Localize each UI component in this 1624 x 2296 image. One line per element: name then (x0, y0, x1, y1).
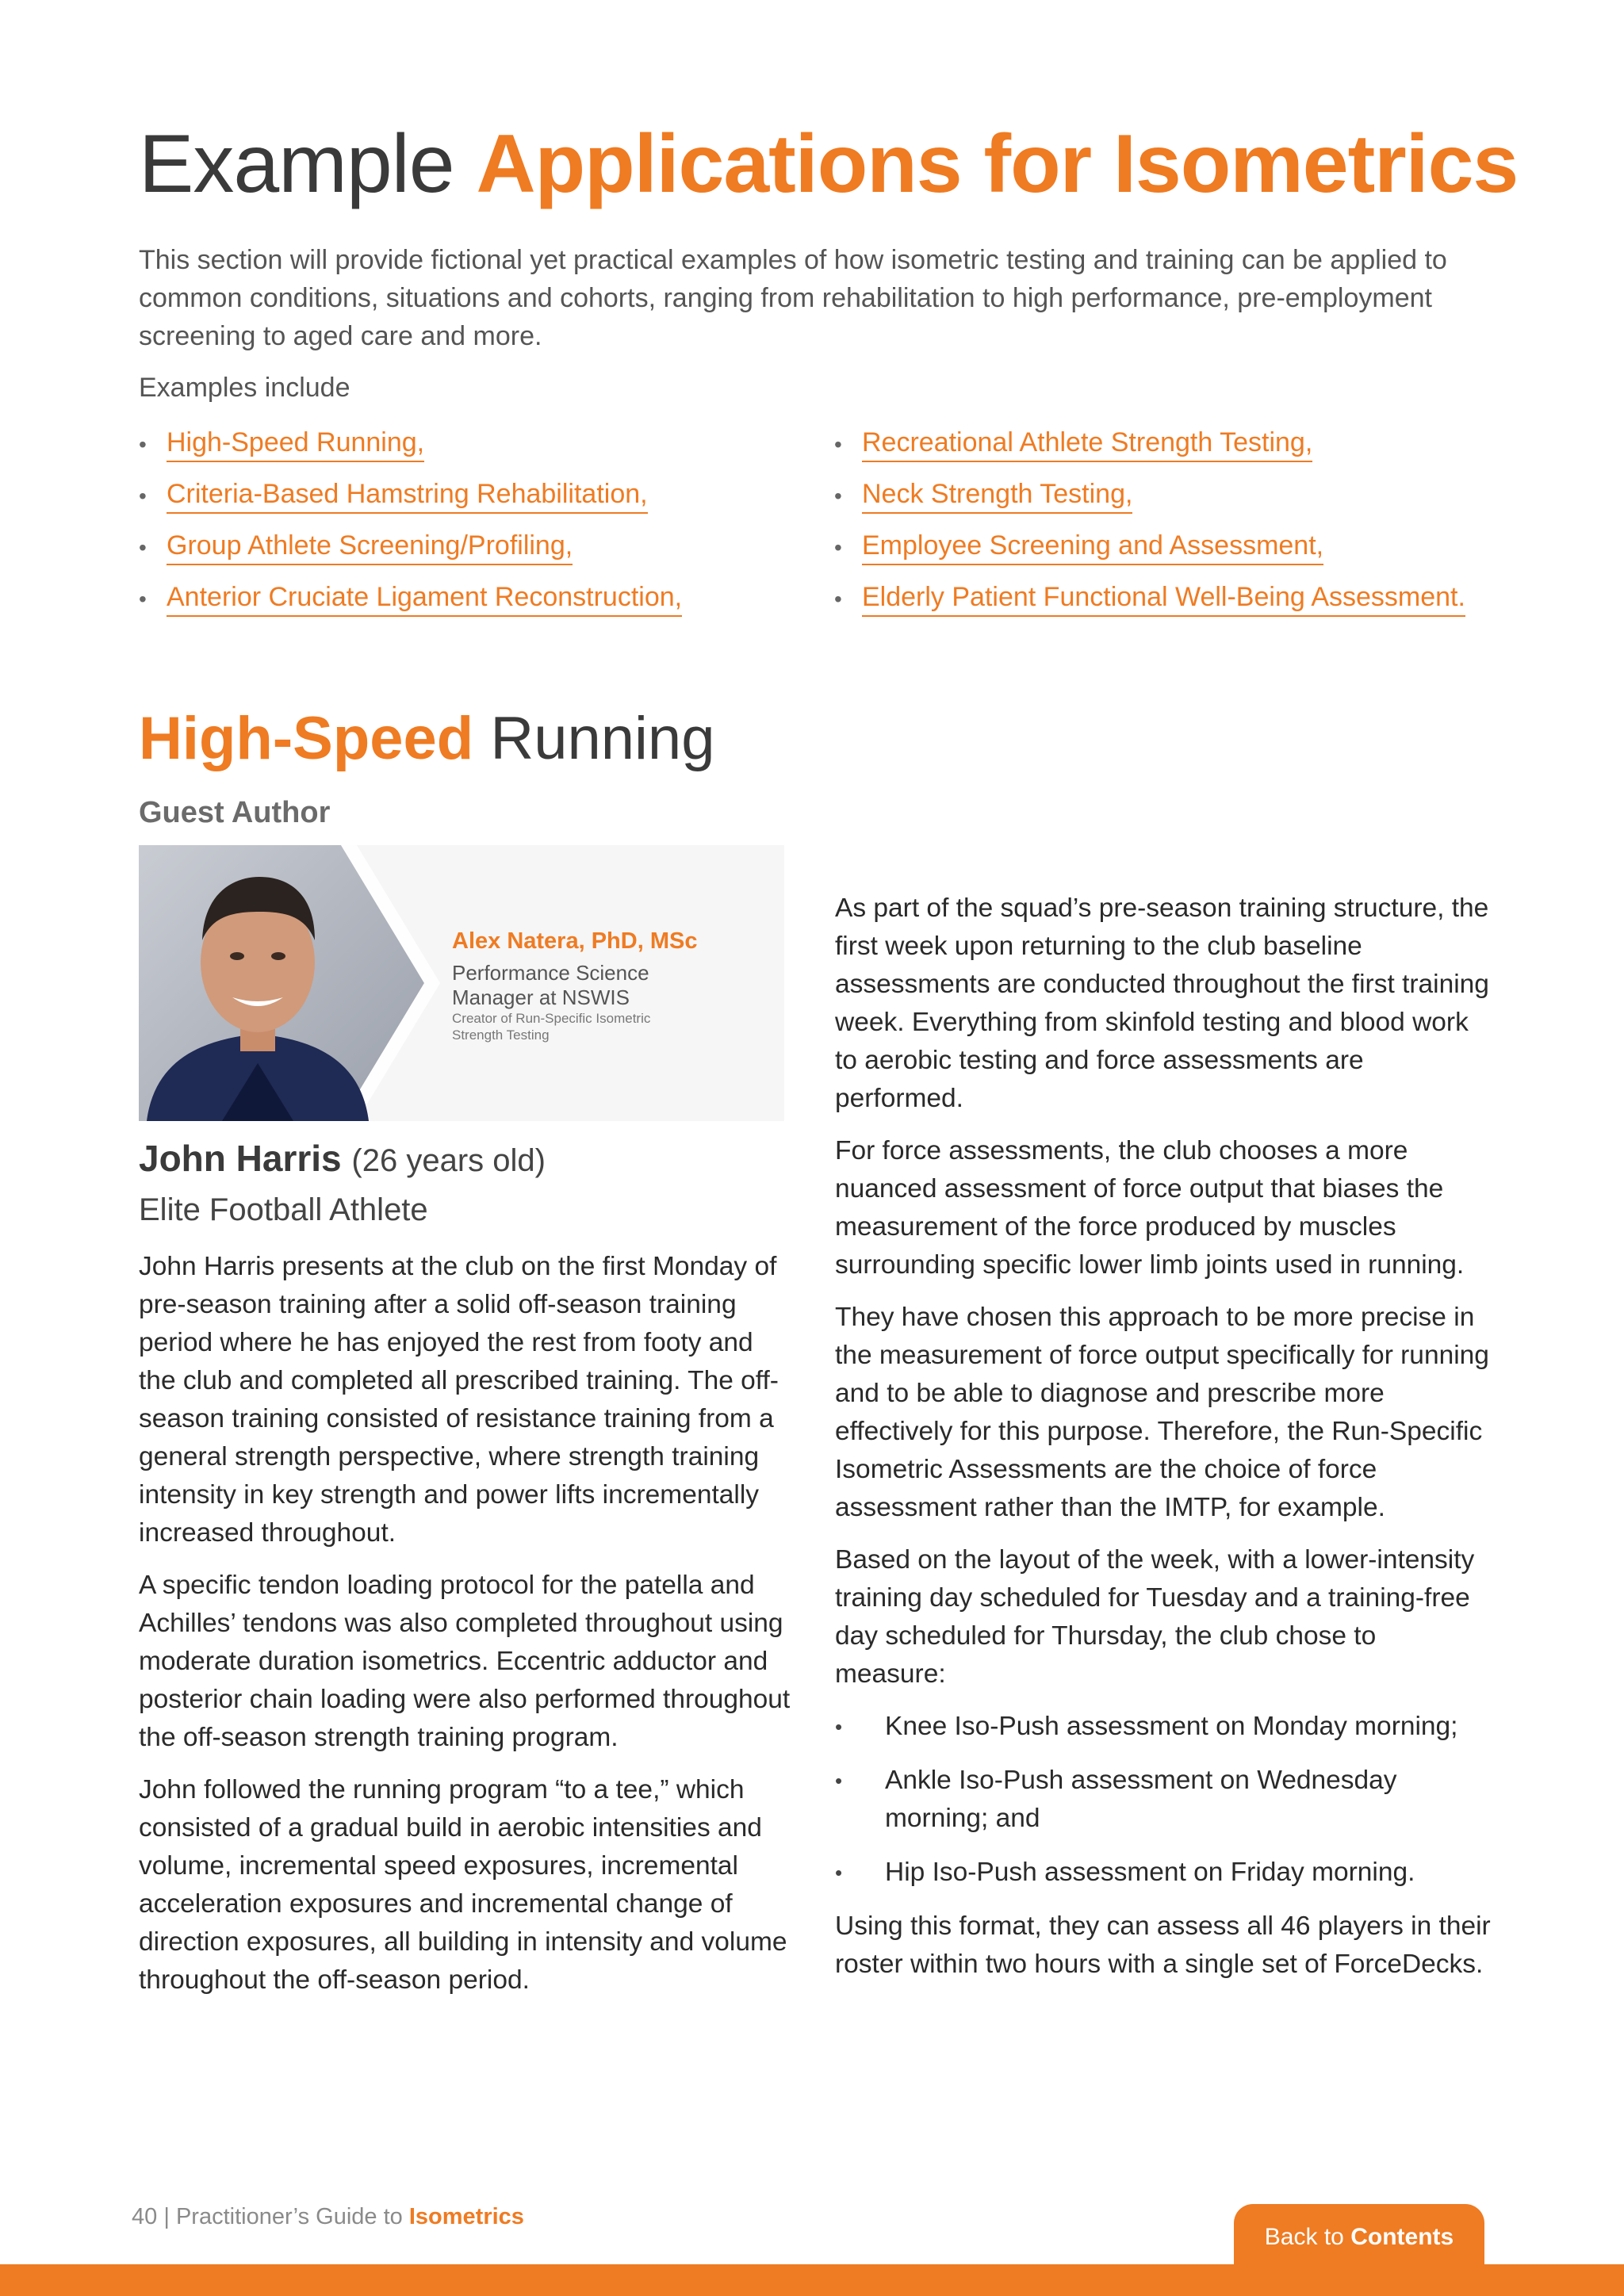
list-item (139, 476, 789, 528)
examples-label: Examples include (139, 373, 350, 403)
list-item (835, 1762, 1493, 1838)
assessment-item: Knee Iso-Push assessment on Monday morning; (885, 1712, 1458, 1741)
left-column (139, 1248, 797, 2014)
example-link-elderly-patient[interactable]: Elderly Patient Functional Well-Being Assessment. (862, 580, 1465, 617)
bullet-icon: • (835, 1715, 843, 1739)
guide-title-highlight: Isometrics (408, 2204, 524, 2229)
example-link-hamstring-rehabilitation[interactable]: Criteria-Based Hamstring Rehabilitation, (167, 476, 648, 514)
section-title (139, 706, 714, 772)
body-paragraph: Based on the layout of the week, with a lower-intensity training day scheduled for Tuesday and a training-free day scheduled for Thursday, the club chose to measure: (835, 1545, 1475, 1689)
right-column (835, 890, 1493, 1998)
list-item (834, 425, 1548, 476)
list-item (139, 425, 789, 476)
footer-bar (0, 2264, 1624, 2296)
assessment-item: Ankle Iso-Push assessment on Wednesday morning; and (885, 1766, 1397, 1833)
section-title-light: Running (490, 705, 715, 772)
footer-separator: | (163, 2204, 170, 2229)
example-link-acl-reconstruction[interactable]: Anterior Cruciate Ligament Reconstruction, (167, 580, 682, 617)
bullet-icon: • (139, 484, 147, 508)
author-name: Alex Natera, PhD, MSc (452, 928, 698, 954)
patient-role: Elite Football Athlete (139, 1192, 428, 1227)
assessment-list (835, 1708, 1493, 1892)
section-title-highlight: High-Speed (139, 705, 474, 772)
page-number: 40 (132, 2204, 158, 2229)
examples-list-right (834, 425, 1548, 631)
bullet-icon: • (835, 1861, 843, 1885)
list-item (834, 476, 1548, 528)
author-role: Performance Science Manager at NSWIS (452, 961, 649, 1009)
bullet-icon: • (834, 484, 842, 508)
guest-author-label: Guest Author (139, 796, 331, 829)
patient-age: (26 years old) (351, 1143, 546, 1178)
page-title-highlight: Applications for Isometrics (476, 118, 1519, 210)
bullet-icon: • (835, 1769, 843, 1793)
bullet-icon: • (139, 587, 147, 611)
author-card (139, 845, 784, 1121)
body-paragraph: A specific tendon loading protocol for the patella and Achilles’ tendons was also completed throughout using moderate duration isometrics. Eccentric adductor and posterior chain loading were also performed throughout the off-season strength training program. (139, 1571, 791, 1752)
bullet-icon: • (139, 432, 147, 457)
author-creator: Creator of Run-Specific Isometric Strength Testing (452, 1011, 651, 1043)
patient-name: John Harris (139, 1138, 342, 1179)
body-paragraph: John Harris presents at the club on the first Monday of pre-season training after a solid off-season training period where he has enjoyed the rest from footy and the club and completed all prescribed training. The off-season training consisted of resistance training from a general strength perspective, where strength training intensity in key strength and power lifts incrementally increased throughout. (139, 1252, 779, 1548)
example-link-employee-screening[interactable]: Employee Screening and Assessment, (862, 528, 1323, 565)
body-paragraph: For force assessments, the club chooses a more nuanced assessment of force output that biases the measurement of the force produced by muscles surrounding specific lower limb joints used in running. (835, 1136, 1465, 1280)
page-title (139, 119, 1518, 209)
guide-title: Practitioner’s Guide to (175, 2204, 403, 2229)
list-item (835, 1708, 1493, 1746)
back-to-label: Back to (1264, 2224, 1344, 2250)
list-item (139, 528, 789, 580)
body-paragraph: As part of the squad’s pre-season training structure, the first week upon returning to the club baseline assessments are conducted throughout the first training week. Everything from skinfold testing and blood work to aerobic testing and force assessments are performed. (835, 894, 1489, 1113)
list-item (835, 1854, 1493, 1892)
page-title-light: Example (139, 118, 454, 210)
list-item (139, 580, 789, 631)
example-link-high-speed-running[interactable]: High-Speed Running, (167, 425, 424, 462)
list-item (834, 528, 1548, 580)
patient-heading (139, 1137, 546, 1180)
body-paragraph: They have chosen this approach to be more precise in the measurement of force output specifically for running and to be able to diagnose and prescribe more effectively for this purpose. Therefore, the Run-Specific Isometric Assessments are the choice of force assessment rather than the IMTP, for example. (835, 1303, 1489, 1522)
bullet-icon: • (834, 587, 842, 611)
examples-list-left (139, 425, 789, 631)
bullet-icon: • (834, 535, 842, 560)
example-link-neck-strength[interactable]: Neck Strength Testing, (862, 476, 1132, 514)
body-paragraph: Using this format, they can assess all 46 players in their roster within two hours with a single set of ForceDecks. (835, 1911, 1491, 1979)
body-paragraph: John followed the running program “to a tee,” which consisted of a gradual build in aerobic intensities and volume, incremental speed exposures, incremental acceleration exposures and incremental change of direction exposures, all building in intensity and volume throughout the off-season period. (139, 1775, 787, 1995)
assessment-item: Hip Iso-Push assessment on Friday morning. (885, 1858, 1415, 1887)
bullet-icon: • (834, 432, 842, 457)
contents-label: Contents (1350, 2224, 1454, 2250)
list-item (834, 580, 1548, 631)
example-link-group-athlete-screening[interactable]: Group Athlete Screening/Profiling, (167, 528, 573, 565)
example-link-recreational-athlete[interactable]: Recreational Athlete Strength Testing, (862, 425, 1312, 462)
intro-paragraph: This section will provide fictional yet practical examples of how isometric testing and training can be applied to common conditions, situations and cohorts, ranging from rehabilitation to high performance, pre-employment screening to aged care and more. (139, 245, 1447, 351)
bullet-icon: • (139, 535, 147, 560)
footer-page-info (132, 2204, 524, 2230)
